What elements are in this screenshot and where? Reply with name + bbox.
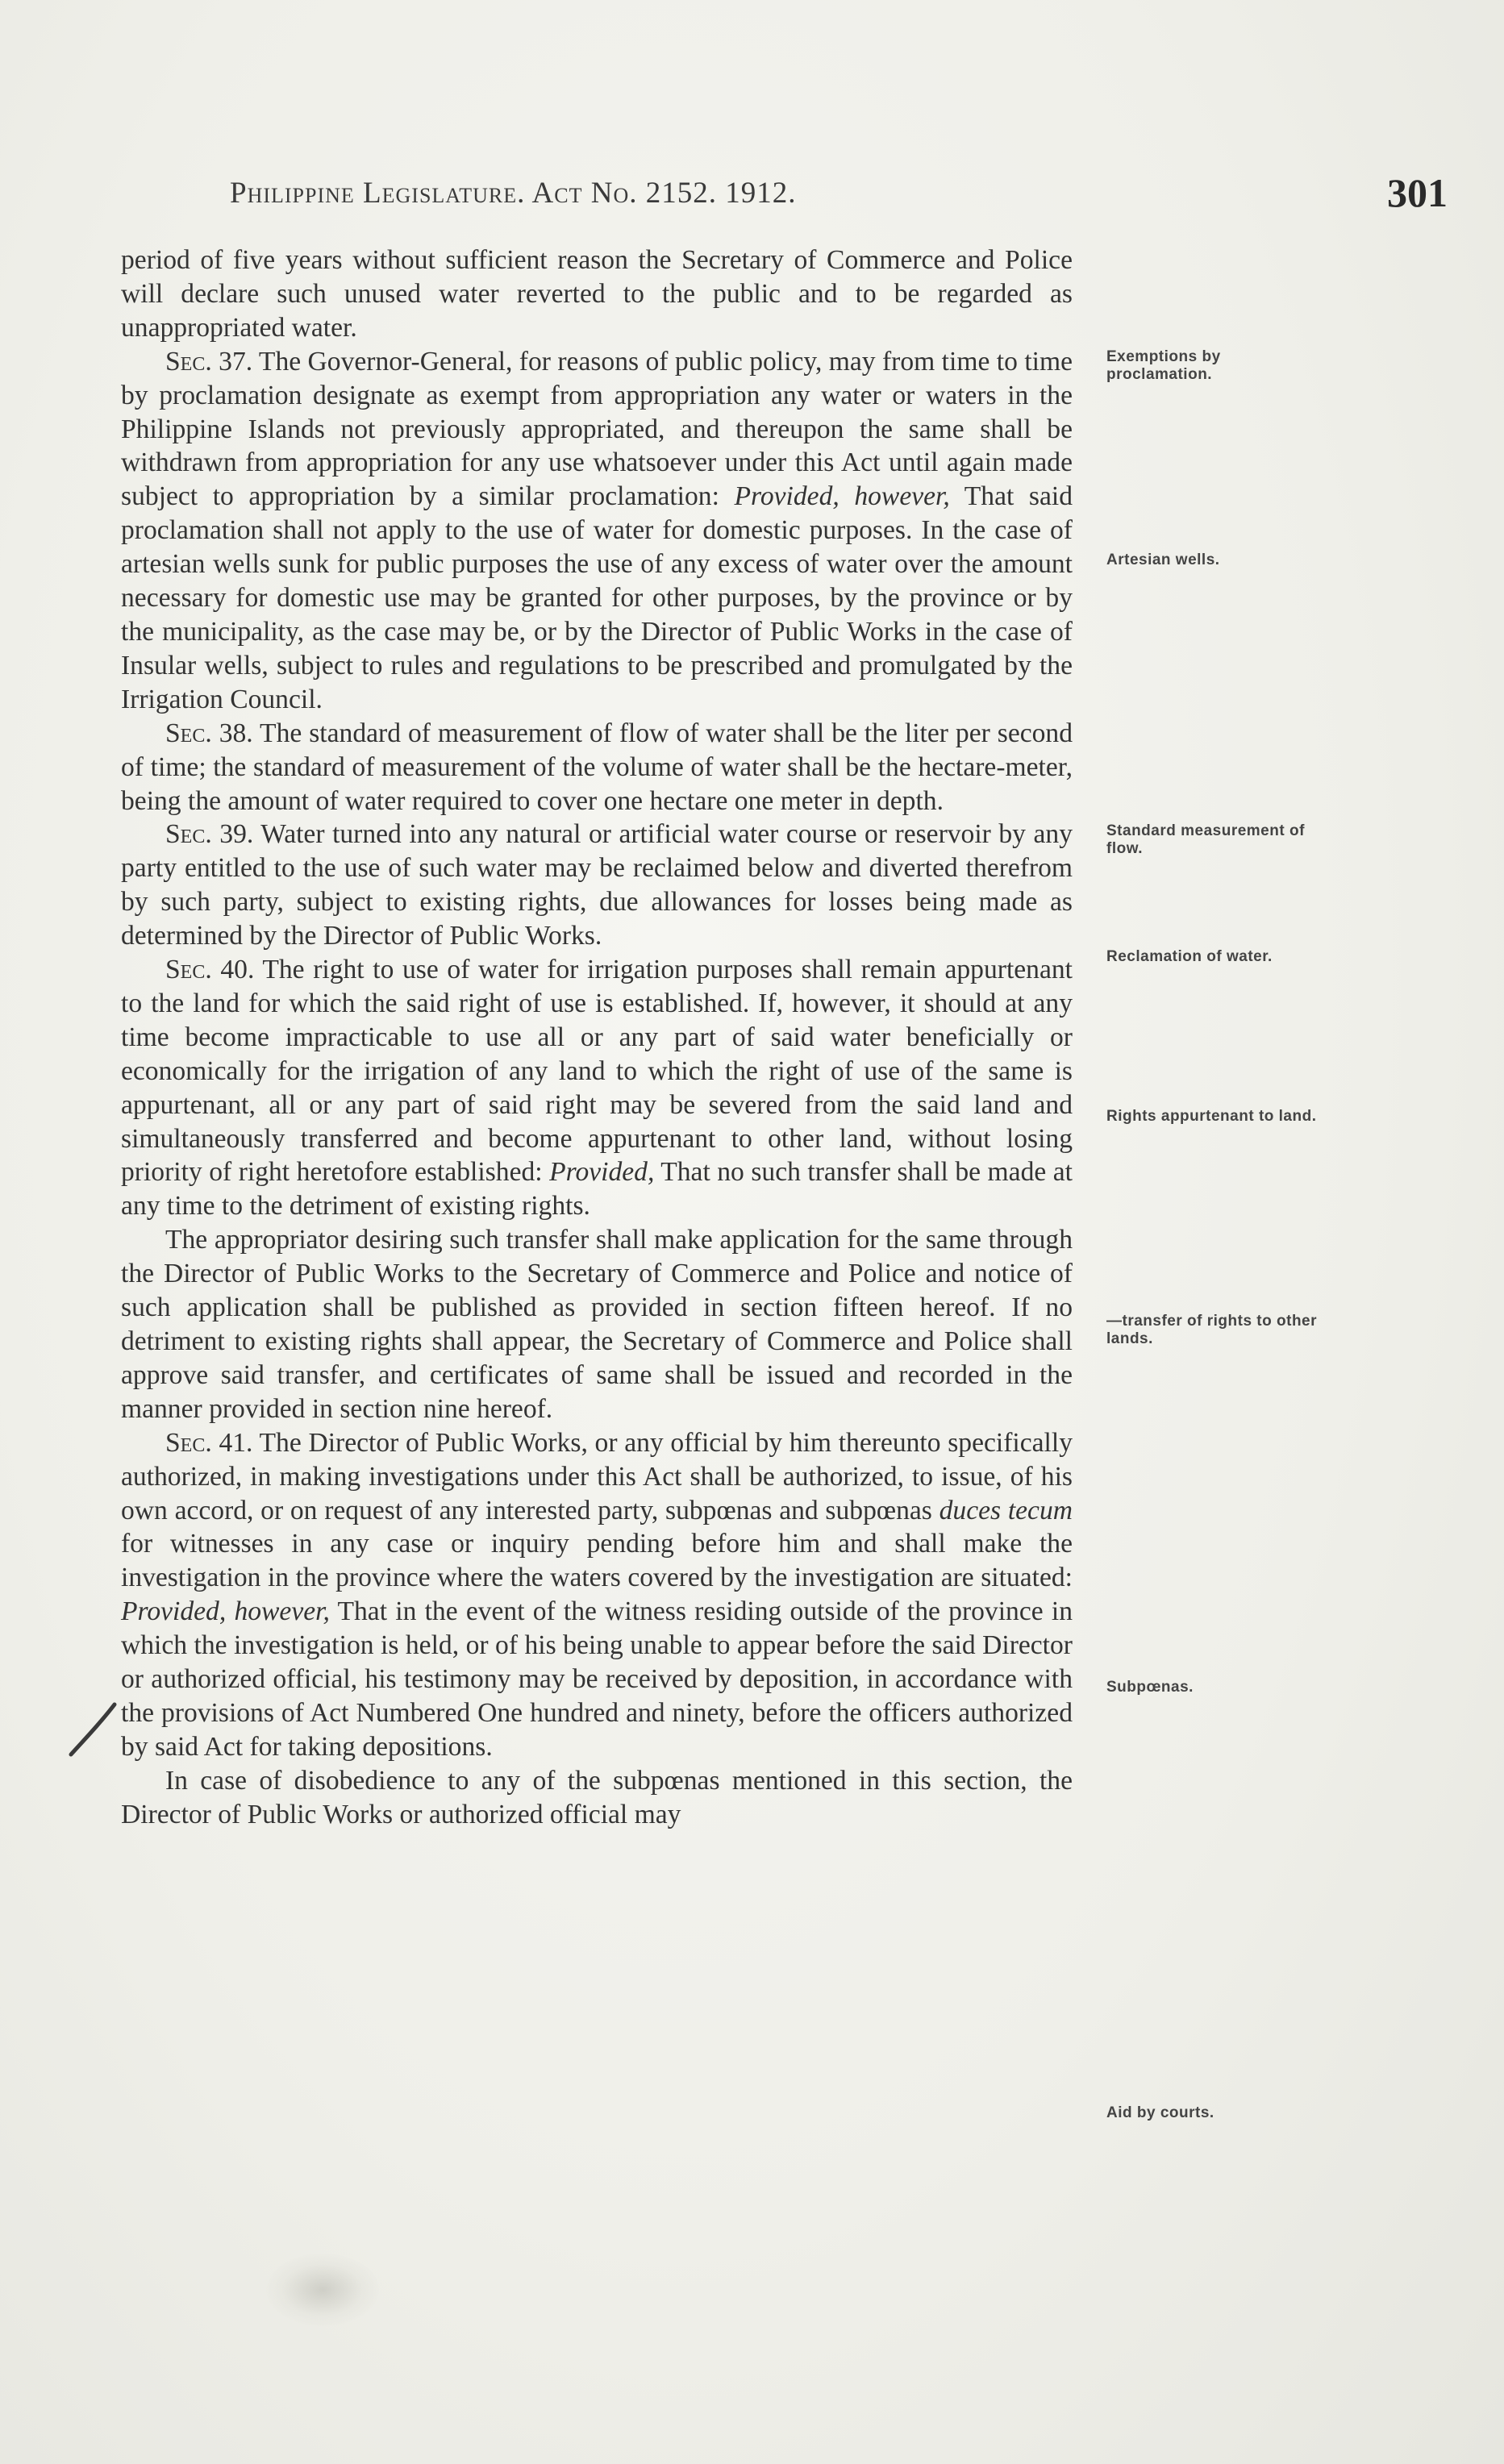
text-run: That no such transfer shall be made at any time to the detriment of existing rights. (121, 1157, 1073, 1222)
section-label: Sec. 40. (165, 955, 255, 985)
margin-note-subpoenas: Subpœnas. (1106, 1679, 1194, 1696)
pen-mark (65, 1700, 121, 1758)
italic-run: Provided, (549, 1157, 655, 1188)
margin-note-rights-appurtenant: Rights appurtenant to land. (1106, 1108, 1317, 1125)
italic-run: Provided, however, (734, 481, 950, 512)
text-run: Water turned into any natural or artificial water course or reservoir by any party entitled to the use of such water may be reclaimed below and diverted therefrom by such party, subject to existing rights, due allowances for losses being made as determined by the Director of Public Works. (121, 819, 1073, 951)
text-run: The Director of Public Works, or any official by him thereunto specifically authorized, in making investigations under this Act shall be authorized, to issue, of his own accord, or on request of any interested party, subpœnas and subpœnas (121, 1427, 1073, 1525)
section-label: Sec. 38. (165, 718, 253, 748)
text-run: In case of disobedience to any of the subpœnas mentioned in this section, the Director of Public Works or authorized official may (121, 1765, 1073, 1829)
section-label: Sec. 39. (165, 819, 254, 850)
margin-note-standard-measurement: Standard measurement of flow. (1106, 822, 1305, 857)
text-run: The Governor-General, for reasons of public policy, may from time to time by proclamation designate as exempt from appropriation any water or waters in the Philippine Islands not previously appropriated, and thereupon the same shall be withdrawn from appropriation for any use whatsoever under this Act until again made subject to appropriation by a similar proclamation: (121, 346, 1073, 512)
margin-note-reclamation: Reclamation of water. (1106, 948, 1273, 965)
paragraph (121, 1223, 1073, 1426)
text-run: for witnesses in any case or inquiry pending before him and shall make the investigation in the province where the waters covered by the investigation are situated: (121, 1529, 1073, 1593)
paragraph (121, 243, 1073, 345)
text-run: period of five years without sufficient reason the Secretary of Commerce and Police will declare such unused water reverted to the public and to be regarded as unappropriated water. (121, 245, 1073, 343)
section-label: Sec. 37. (165, 346, 253, 377)
page-number: 301 (1387, 170, 1448, 215)
italic-run: Provided, however, (121, 1596, 330, 1627)
text-run: The appropriator desiring such transfer shall make application for the same through the Director of Public Works to the Secretary of Commerce and Police and notice of such application shall be published as provided in section fifteen hereof. If no detriment to existing rights shall appear, the Secretary of Commerce and Police shall approve said transfer, and certificates of same shall be issued and recorded in the manner provided in section nine hereof. (121, 1225, 1073, 1424)
text-run: That in the event of the witness residing outside of the province in which the investigation is held, or of his being unable to appear before the said Director or authorized official, his testimony may be received by deposition, in accordance with the provisions of Act Numbered One hundred and ninety, before the officers authorized by said Act for taking depositions. (121, 1596, 1073, 1762)
running-header: Philippine Legislature. Act No. 2152. 1912. (230, 177, 797, 210)
paragraph (121, 953, 1073, 1223)
page-smudge (266, 2254, 379, 2326)
italic-run: duces tecum (939, 1495, 1073, 1525)
margin-note-transfer-of-rights: —transfer of rights to other lands. (1106, 1313, 1318, 1347)
section-label: Sec. 41. (165, 1427, 253, 1458)
paragraph (121, 818, 1073, 953)
margin-note-aid-by-courts: Aid by courts. (1106, 2104, 1214, 2121)
text-run: The right to use of water for irrigation purposes shall remain appurtenant to the land for which the said right of use is established. If, however, it should at any time become impracticable to use all or any part of said water beneficially or economically for the irrigation of any land to which the right of use of the same is appurtenant, all or any part of said right may be severed from the said land and simultaneously transferred and become appurtenant to other land, without losing priority of right heretofore established: (121, 955, 1073, 1188)
text-run: That said proclamation shall not apply to the use of water for domestic purposes. In the case of artesian wells sunk for public purposes the use of any excess of water over the amount necessary for domestic use may be granted for other purposes, by the province or by the municipality, as the case may be, or by the Director of Public Works in the case of Insular wells, subject to rules and regulations to be prescribed and promulgated by the Irrigation Council. (121, 481, 1073, 714)
paragraph (121, 345, 1073, 717)
margin-note-exemptions: Exemptions by proclamation. (1106, 348, 1221, 383)
paragraph (121, 717, 1073, 818)
paragraph (121, 1764, 1073, 1832)
margin-note-artesian-wells: Artesian wells. (1106, 551, 1220, 568)
paragraph (121, 1426, 1073, 1764)
text-run: The standard of measurement of flow of water shall be the liter per second of time; the standard of measurement of the volume of water shall be the hectare-meter, being the amount of water required to cover one hectare one meter in depth. (121, 718, 1073, 816)
body-text (121, 243, 1073, 1832)
